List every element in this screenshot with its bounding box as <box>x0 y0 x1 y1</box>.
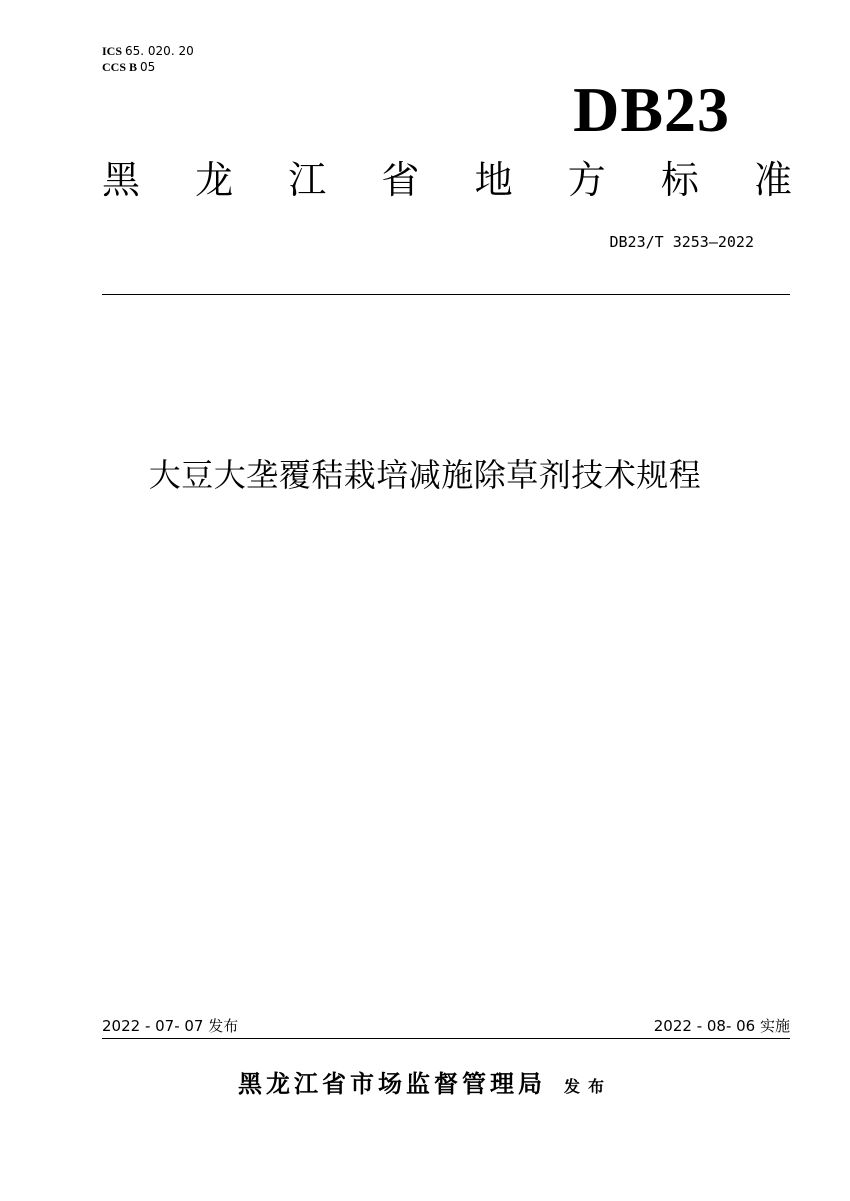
ics-code-row <box>102 43 194 59</box>
standard-type <box>102 154 792 206</box>
standard-type-char: 江 <box>288 158 327 202</box>
issuing-authority: 黑龙江省市场监督管理局 <box>237 1069 546 1098</box>
standard-type-char: 龙 <box>195 158 234 202</box>
ics-label: ICS <box>102 44 123 58</box>
issuer-line <box>0 1066 850 1105</box>
standard-type-char: 准 <box>753 158 792 202</box>
classification-codes <box>102 43 194 75</box>
standard-type-char: 方 <box>567 158 606 202</box>
db-logo: DB23 <box>573 74 730 145</box>
standard-type-char: 地 <box>474 158 513 202</box>
release-date: 2022 - 07- 07 发布 <box>102 1017 239 1035</box>
ics-value: 65. 020. 20 <box>125 44 194 58</box>
ccs-code-row <box>102 59 194 75</box>
footer-divider <box>102 1038 790 1039</box>
standard-type-char: 黑 <box>102 158 141 202</box>
standard-number: DB23/T 3253—2022 <box>609 233 754 251</box>
ccs-label: CCS B <box>102 60 138 74</box>
standard-type-char: 标 <box>660 158 699 202</box>
ccs-value: 05 <box>140 60 156 74</box>
header-divider <box>102 294 790 295</box>
document-title: 大豆大垄覆秸栽培减施除草剂技术规程 <box>148 456 702 494</box>
standard-type-char: 省 <box>381 158 420 202</box>
effective-date: 2022 - 08- 06 实施 <box>653 1017 790 1035</box>
issue-action: 发布 <box>563 1077 612 1096</box>
